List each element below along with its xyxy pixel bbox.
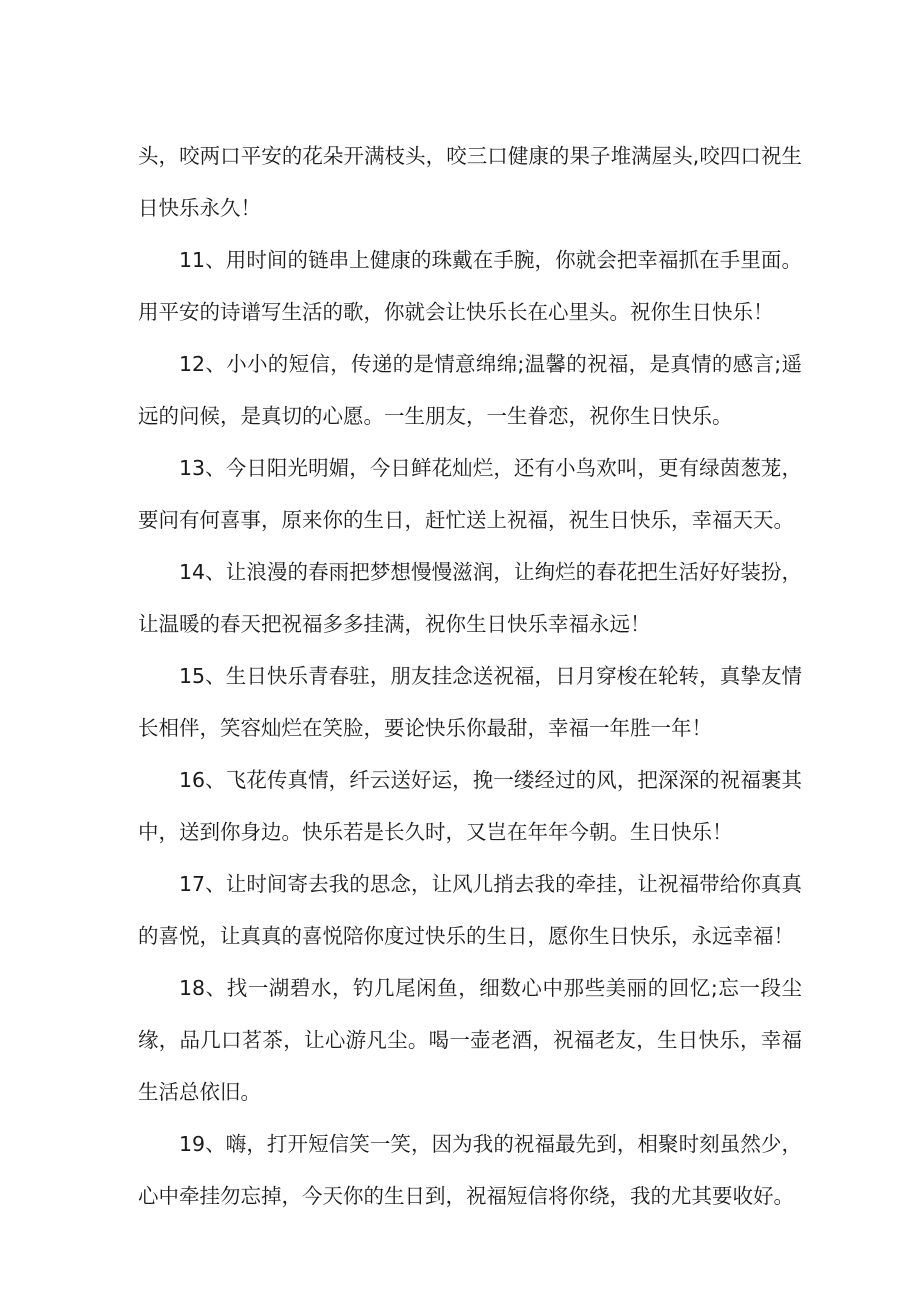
paragraph-continuation: 头，咬两口平安的花朵开满枝头，咬三口健康的果子堆满屋头,咬四口祝生日快乐永久！: [138, 144, 802, 220]
paragraph-13: 13、今日阳光明媚，今日鲜花灿烂，还有小鸟欢叫，更有绿茵葱茏，要问有何喜事，原来你的生日，赶忙送上祝福，祝生日快乐，幸福天天。: [138, 456, 802, 532]
document-body: [138, 130, 802, 1222]
paragraph-14: 14、让浪漫的春雨把梦想慢慢滋润，让绚烂的春花把生活好好装扮，让温暖的春天把祝福多多挂满，祝你生日快乐幸福永远！: [138, 560, 802, 636]
paragraph-11: 11、用时间的链串上健康的珠戴在手腕，你就会把幸福抓在手里面。用平安的诗谱写生活的歌，你就会让快乐长在心里头。祝你生日快乐！: [138, 248, 802, 324]
paragraph-12: 12、小小的短信，传递的是情意绵绵;温馨的祝福，是真情的感言;遥远的问候，是真切的心愿。一生朋友，一生眷恋，祝你生日快乐。: [138, 352, 802, 428]
paragraph-15: 15、生日快乐青春驻，朋友挂念送祝福，日月穿梭在轮转，真挚友情长相伴，笑容灿烂在笑脸，要论快乐你最甜，幸福一年胜一年！: [138, 664, 802, 740]
paragraph-16: 16、飞花传真情，纤云送好运，挽一缕经过的风，把深深的祝福裹其中，送到你身边。快乐若是长久时，又岂在年年今朝。生日快乐！: [138, 768, 802, 844]
paragraph-18: 18、找一湖碧水，钓几尾闲鱼，细数心中那些美丽的回忆;忘一段尘缘，品几口茗茶，让心游凡尘。喝一壶老酒，祝福老友，生日快乐，幸福生活总依旧。: [138, 976, 802, 1104]
paragraph-17: 17、让时间寄去我的思念，让风儿捎去我的牵挂，让祝福带给你真真的喜悦，让真真的喜悦陪你度过快乐的生日，愿你生日快乐，永远幸福！: [138, 872, 802, 948]
paragraph-19: 19、嗨，打开短信笑一笑，因为我的祝福最先到，相聚时刻虽然少，心中牵挂勿忘掉，今天你的生日到，祝福短信将你绕，我的尤其要收好。: [138, 1132, 802, 1208]
